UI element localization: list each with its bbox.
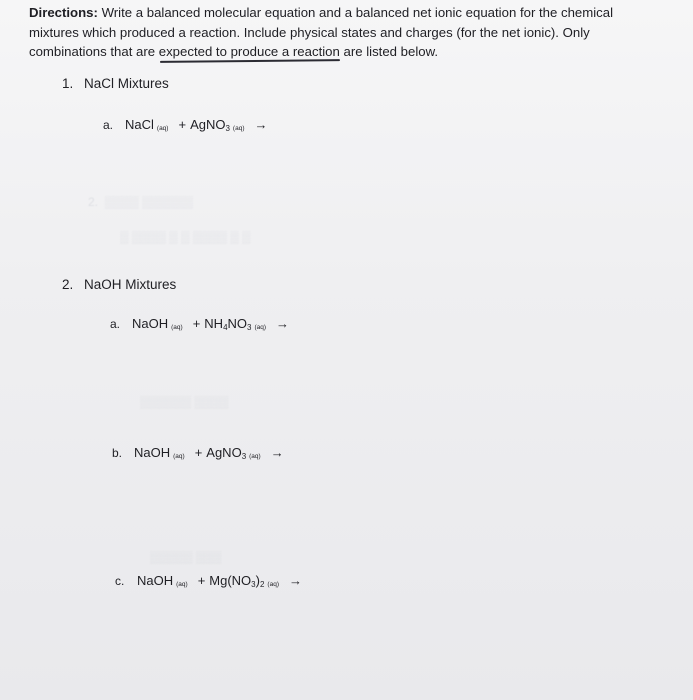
item-letter: b. [112, 446, 123, 460]
equation-2b [112, 445, 284, 461]
section-heading: NaCl Mixtures [84, 76, 169, 91]
plus-sign: + [192, 316, 201, 331]
reactant-1: NaOH [132, 316, 169, 331]
reactant-1: NaOH [134, 445, 171, 460]
item-letter: c. [115, 574, 125, 588]
reactant-2: AgNO$_3$ [206, 445, 247, 461]
item-letter: a. [103, 118, 114, 132]
section-2-title [62, 277, 176, 292]
show-through-marks: ▒▒▒▒▒▒ ▒▒▒▒ [140, 395, 229, 409]
equation-2c [115, 573, 302, 589]
reaction-arrow-icon: → [288, 573, 302, 588]
state-label: (aq) [156, 125, 169, 132]
equation-2a [110, 316, 289, 332]
plus-sign: + [178, 117, 187, 132]
reactant-2: $NH_4NO_3$ [204, 316, 252, 332]
section-1-title [62, 76, 169, 91]
item-letter: a. [110, 317, 121, 331]
section-number: 1. [62, 76, 74, 91]
show-through-marks: 2. ▒▒▒▒ ▒▒▒▒▒▒ [88, 195, 194, 209]
reactant-2: AgNO$_3$ [190, 117, 230, 133]
state-label: (aq) [171, 324, 183, 331]
show-through-marks: ▒▒▒▒▒ ▒▒▒ [150, 550, 222, 564]
reactant-1: NaCl [125, 117, 154, 132]
directions-paragraph [29, 3, 659, 62]
directions-text: Write a balanced molecular equation and a balanced net ionic equation for the chemical mixtures which produced a reaction. Include physical states and charges (for the net ionic). Only combinations that are expected to produce a reaction are listed below. [29, 5, 614, 59]
show-through-marks: ▒ ▒▒▒▒ ▒ ▒ ▒▒▒▒ ▒ ▒ [120, 230, 251, 244]
directions-label: Directions: [29, 5, 98, 20]
state-label: (aq) [254, 324, 267, 331]
reactant-1: NaOH [137, 573, 174, 588]
reaction-arrow-icon: → [254, 117, 268, 132]
equation-1a [103, 117, 267, 133]
state-label: (aq) [232, 125, 245, 132]
state-label: (aq) [249, 453, 261, 460]
state-label: (aq) [173, 453, 185, 460]
state-label: (aq) [176, 581, 188, 588]
section-heading: NaOH Mixtures [84, 277, 177, 292]
state-label: (aq) [267, 581, 279, 588]
plus-sign: + [197, 573, 206, 588]
section-number: 2. [62, 277, 74, 292]
reaction-arrow-icon: → [270, 445, 284, 460]
reaction-arrow-icon: → [276, 316, 290, 331]
reactant-2: $Mg(NO_3)_2$ [209, 573, 265, 589]
plus-sign: + [194, 445, 203, 460]
